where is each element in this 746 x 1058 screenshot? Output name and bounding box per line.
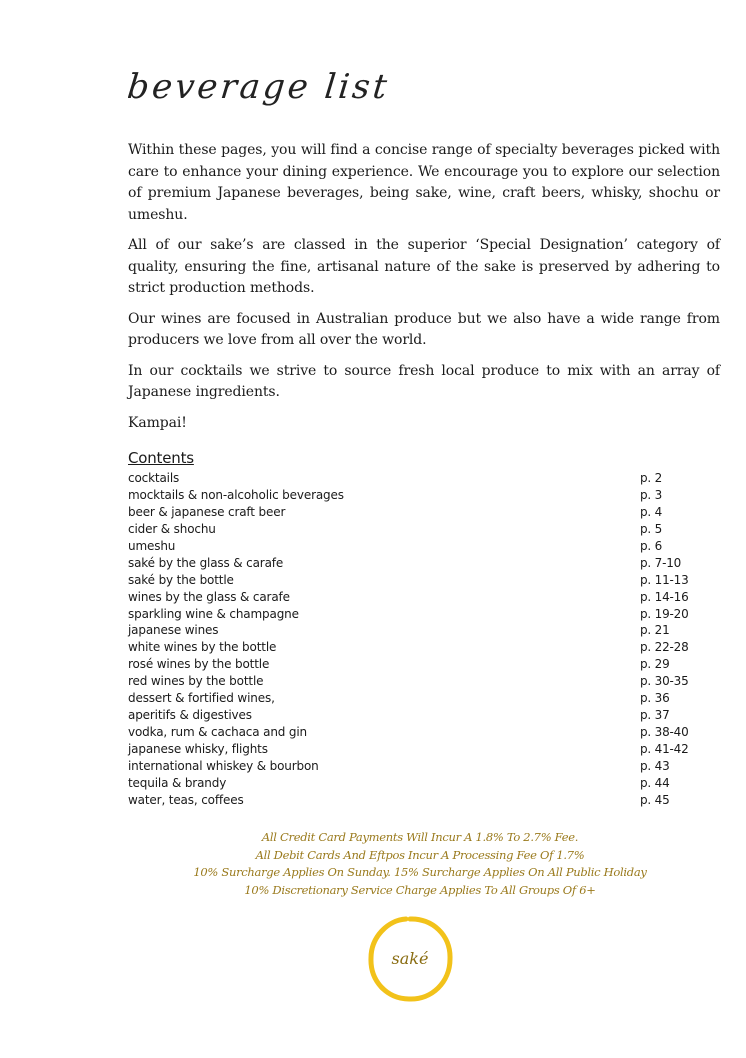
page-title-text: beverage list: [128, 67, 388, 107]
toc-row[interactable]: [128, 504, 708, 521]
surcharge-note: 10% Discretionary Service Charge Applies To All Groups Of 6+: [244, 882, 596, 897]
toc-row[interactable]: [128, 487, 708, 504]
sake-logo: [366, 915, 454, 1003]
toc-page: p. 6: [640, 538, 663, 553]
page-title: [128, 62, 388, 128]
toc-label: aperitifs & digestives: [128, 708, 252, 723]
intro-paragraph: Within these pages, you will find a concise range of specialty beverages picked with care to enhance your dining experience. We encourage you to explore our selection of premium Japanese beverages, being sake, wine, craft beers, whisky, shochu or umeshu.: [128, 142, 720, 223]
toc-row[interactable]: [128, 639, 708, 656]
toc-label: beer & japanese craft beer: [128, 504, 286, 519]
toc-page: p. 41-42: [640, 742, 689, 756]
toc-label: umeshu: [128, 538, 176, 553]
toc-row[interactable]: [128, 589, 708, 606]
toc-page: p. 30-35: [640, 674, 689, 689]
toc-label: japanese wines: [128, 623, 219, 638]
toc-page: p. 29: [640, 657, 670, 672]
toc-row[interactable]: [128, 572, 708, 589]
toc-page: p. 36: [640, 691, 670, 706]
toc-row[interactable]: [128, 656, 708, 673]
toc-row[interactable]: [128, 521, 708, 538]
intro-paragraph: In our cocktails we strive to source fresh local produce to mix with an array of Japanese ingredients.: [128, 362, 720, 400]
toc-page: p. 3: [640, 487, 663, 502]
toc-page: p. 21: [640, 623, 670, 638]
toc-page: p. 5: [640, 521, 663, 536]
toc-row[interactable]: [128, 555, 708, 572]
toc-page: p. 7-10: [640, 555, 682, 570]
toc-label: japanese whisky, flights: [128, 742, 268, 756]
toc-label: mocktails & non-alcoholic beverages: [128, 487, 344, 502]
toc-row[interactable]: [128, 741, 708, 758]
intro-paragraph: Kampai!: [128, 414, 187, 431]
toc-label: saké by the bottle: [128, 572, 234, 587]
toc-page: p. 44: [640, 775, 670, 790]
toc-label: vodka, rum & cachaca and gin: [128, 725, 308, 740]
toc-row[interactable]: [128, 690, 708, 707]
surcharge-notes: [150, 829, 690, 899]
toc-row[interactable]: [128, 606, 708, 623]
contents-heading: Contents: [128, 449, 194, 467]
surcharge-note: 10% Surcharge Applies On Sunday. 15% Surcharge Applies On All Public Holiday: [193, 865, 647, 880]
toc-label: rosé wines by the bottle: [128, 657, 270, 672]
toc-page: p. 22-28: [640, 640, 689, 655]
toc-label: saké by the glass & carafe: [128, 555, 284, 570]
toc-row[interactable]: [128, 792, 708, 809]
toc-label: cider & shochu: [128, 521, 216, 536]
toc-page: p. 14-16: [640, 589, 689, 604]
toc-page: p. 4: [640, 504, 663, 519]
intro-text: [128, 140, 720, 443]
toc-row[interactable]: [128, 758, 708, 775]
surcharge-note: All Credit Card Payments Will Incur A 1.8% To 2.7% Fee.: [261, 830, 579, 844]
toc-page: p. 38-40: [640, 725, 689, 740]
toc-row[interactable]: [128, 673, 708, 690]
toc-label: sparkling wine & champagne: [128, 606, 299, 621]
toc-label: cocktails: [128, 471, 180, 485]
toc-label: international whiskey & bourbon: [128, 758, 319, 773]
intro-paragraph: All of our sake’s are classed in the superior ‘Special Designation’ category of quality, ensuring the fine, artisanal nature of the sake is preserved by adhering to strict production methods.: [128, 237, 720, 296]
toc-label: water, teas, coffees: [128, 792, 244, 807]
toc-page: p. 45: [640, 792, 670, 807]
surcharge-note: All Debit Cards And Eftpos Incur A Processing Fee Of 1.7%: [255, 847, 585, 862]
toc-row[interactable]: [128, 470, 708, 487]
toc-row[interactable]: [128, 538, 708, 555]
toc-label: wines by the glass & carafe: [128, 589, 290, 604]
toc-page: p. 11-13: [640, 572, 689, 587]
toc-row[interactable]: [128, 724, 708, 741]
toc-row[interactable]: [128, 775, 708, 792]
toc-label: red wines by the bottle: [128, 674, 264, 689]
toc-label: white wines by the bottle: [128, 640, 277, 655]
toc-page: p. 2: [640, 471, 663, 485]
toc-row[interactable]: [128, 622, 708, 639]
toc-label: tequila & brandy: [128, 775, 227, 790]
table-of-contents: [128, 470, 708, 809]
intro-paragraph: Our wines are focused in Australian produce but we also have a wide range from producers we love from all over the world.: [128, 310, 720, 348]
toc-page: p. 43: [640, 758, 670, 773]
toc-page: p. 19-20: [640, 606, 689, 621]
toc-label: dessert & fortified wines,: [128, 691, 275, 706]
toc-row[interactable]: [128, 707, 708, 724]
toc-page: p. 37: [640, 708, 670, 723]
logo-text: saké: [391, 949, 429, 968]
